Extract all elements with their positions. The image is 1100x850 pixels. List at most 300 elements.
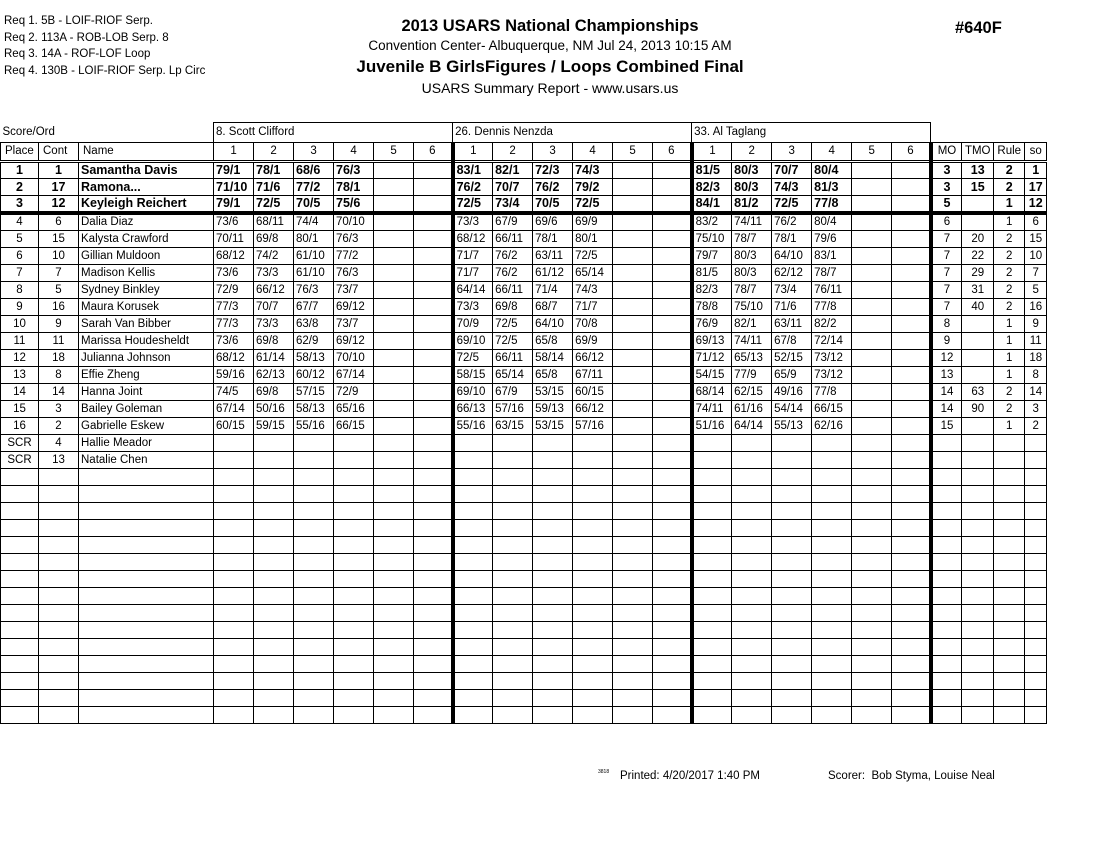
cell-j1-e4: 73/7 — [334, 282, 374, 299]
cell-j3-e3: 71/6 — [772, 299, 812, 316]
cell-j3-e5 — [852, 639, 892, 656]
cell-place — [1, 639, 39, 656]
cell-j1-e2 — [254, 486, 294, 503]
cell-j2-e3 — [533, 622, 573, 639]
cell-j3-e5 — [852, 554, 892, 571]
cell-j3-e4 — [812, 690, 852, 707]
cell-j1-e4 — [334, 605, 374, 622]
cell-j1-e2 — [254, 435, 294, 452]
table-row — [1, 299, 1047, 316]
cell-mo — [931, 656, 962, 673]
cell-j2-e4 — [573, 588, 613, 605]
cell-j3-e3 — [772, 605, 812, 622]
cell-j3-e6 — [892, 248, 931, 265]
cell-name: Gabrielle Eskew — [79, 418, 214, 435]
cell-j3-e4 — [812, 639, 852, 656]
cell-j3-e3: 55/13 — [772, 418, 812, 435]
cell-mo — [931, 639, 962, 656]
cell-j3-e2 — [732, 503, 772, 520]
cell-j1-e2 — [254, 622, 294, 639]
cell-j3-e3 — [772, 622, 812, 639]
cell-place: 3 — [1, 196, 39, 214]
cell-j1-e3: 70/5 — [294, 196, 334, 214]
cell-cont — [39, 571, 79, 588]
cell-j1-e4: 78/1 — [334, 179, 374, 196]
cell-name — [79, 469, 214, 486]
cell-j2-e6 — [653, 435, 692, 452]
cell-mo — [931, 588, 962, 605]
cell-j3-e6 — [892, 367, 931, 384]
cell-j2-e5 — [613, 639, 653, 656]
cell-cont: 1 — [39, 162, 79, 179]
cell-tmo: 13 — [962, 162, 994, 179]
cell-j3-e5 — [852, 673, 892, 690]
cell-j2-e1: 71/7 — [453, 265, 493, 282]
cell-j2-e3: 61/12 — [533, 265, 573, 282]
cell-j3-e3 — [772, 554, 812, 571]
cell-j3-e4 — [812, 588, 852, 605]
cell-place — [1, 588, 39, 605]
cell-j2-e2: 73/4 — [493, 196, 533, 214]
cell-j1-e4 — [334, 656, 374, 673]
header-j3-e4: 4 — [812, 143, 852, 162]
cell-j1-e2: 72/5 — [254, 196, 294, 214]
cell-j2-e2 — [493, 571, 533, 588]
cell-j1-e5 — [374, 707, 414, 724]
cell-j1-e1: 68/12 — [214, 248, 254, 265]
cell-j2-e6 — [653, 571, 692, 588]
cell-j1-e3 — [294, 707, 334, 724]
report-header — [240, 16, 860, 99]
table-row-blank — [1, 486, 1047, 503]
cell-j2-e5 — [613, 452, 653, 469]
cell-j1-e4: 69/12 — [334, 299, 374, 316]
cell-j2-e6 — [653, 656, 692, 673]
cell-j1-e1 — [214, 554, 254, 571]
cell-j3-e4: 78/7 — [812, 265, 852, 282]
cell-j3-e3 — [772, 673, 812, 690]
cell-cont: 16 — [39, 299, 79, 316]
cell-j2-e4 — [573, 554, 613, 571]
cell-j2-e3: 65/8 — [533, 333, 573, 350]
cell-j2-e2: 65/14 — [493, 367, 533, 384]
cell-j1-e5 — [374, 333, 414, 350]
cell-so — [1025, 435, 1047, 452]
cell-j2-e4: 69/9 — [573, 213, 613, 231]
cell-j2-e2 — [493, 520, 533, 537]
cell-j2-e3: 70/5 — [533, 196, 573, 214]
cell-place: 13 — [1, 367, 39, 384]
cell-so — [1025, 486, 1047, 503]
cell-j3-e3 — [772, 435, 812, 452]
cell-j1-e3 — [294, 469, 334, 486]
cell-j1-e3: 80/1 — [294, 231, 334, 248]
cell-j3-e5 — [852, 588, 892, 605]
cell-tmo — [962, 588, 994, 605]
cell-j1-e1 — [214, 537, 254, 554]
cell-j3-e4 — [812, 469, 852, 486]
cell-j2-e5 — [613, 690, 653, 707]
cell-j2-e1 — [453, 469, 493, 486]
cell-j3-e6 — [892, 656, 931, 673]
cell-j3-e3: 67/8 — [772, 333, 812, 350]
cell-j1-e2 — [254, 673, 294, 690]
cell-j1-e3 — [294, 537, 334, 554]
cell-j1-e2 — [254, 639, 294, 656]
cell-cont: 14 — [39, 384, 79, 401]
cell-rule — [994, 469, 1025, 486]
cell-name: Julianna Johnson — [79, 350, 214, 367]
cell-cont: 3 — [39, 401, 79, 418]
cell-j1-e1 — [214, 656, 254, 673]
cell-j2-e3 — [533, 639, 573, 656]
cell-j3-e4 — [812, 707, 852, 724]
cell-rule: 1 — [994, 316, 1025, 333]
cell-place — [1, 571, 39, 588]
cell-j3-e6 — [892, 231, 931, 248]
cell-j1-e3 — [294, 605, 334, 622]
cell-j1-e6 — [414, 231, 453, 248]
cell-j2-e5 — [613, 350, 653, 367]
cell-j2-e6 — [653, 554, 692, 571]
table-row-blank — [1, 520, 1047, 537]
cell-place: 8 — [1, 282, 39, 299]
cell-mo — [931, 435, 962, 452]
cell-j1-e4: 75/6 — [334, 196, 374, 214]
cell-j2-e5 — [613, 435, 653, 452]
cell-j1-e3 — [294, 622, 334, 639]
cell-j2-e4 — [573, 656, 613, 673]
cell-j3-e5 — [852, 622, 892, 639]
cell-mo: 7 — [931, 265, 962, 282]
cell-j1-e4 — [334, 588, 374, 605]
table-row-blank — [1, 673, 1047, 690]
cell-j1-e1: 79/1 — [214, 162, 254, 179]
cell-j3-e6 — [892, 162, 931, 179]
cell-so — [1025, 588, 1047, 605]
cell-mo: 14 — [931, 384, 962, 401]
judge-2-name: 26. Dennis Nenzda — [453, 123, 692, 143]
cell-j2-e4: 72/5 — [573, 196, 613, 214]
cell-j2-e3 — [533, 588, 573, 605]
cell-j2-e1 — [453, 673, 493, 690]
cell-j3-e4: 73/12 — [812, 367, 852, 384]
cell-j3-e3 — [772, 571, 812, 588]
cell-j1-e1: 60/15 — [214, 418, 254, 435]
cell-j3-e5 — [852, 690, 892, 707]
cell-j1-e6 — [414, 213, 453, 231]
cell-j1-e5 — [374, 179, 414, 196]
cell-cont — [39, 639, 79, 656]
event-code: #640F — [955, 19, 1002, 37]
cell-j3-e4 — [812, 605, 852, 622]
results-table — [0, 122, 1047, 724]
cell-j2-e1 — [453, 554, 493, 571]
cell-cont: 13 — [39, 452, 79, 469]
table-row-blank — [1, 605, 1047, 622]
cell-j2-e4: 67/11 — [573, 367, 613, 384]
judge-1-name: 8. Scott Clifford — [214, 123, 453, 143]
cell-j3-e2 — [732, 469, 772, 486]
cell-so — [1025, 520, 1047, 537]
cell-name — [79, 537, 214, 554]
cell-j3-e4: 73/12 — [812, 350, 852, 367]
table-row-blank — [1, 469, 1047, 486]
cell-j3-e6 — [892, 350, 931, 367]
cell-j1-e4 — [334, 486, 374, 503]
cell-so: 14 — [1025, 384, 1047, 401]
cell-j1-e2: 71/6 — [254, 179, 294, 196]
cell-mo — [931, 537, 962, 554]
cell-place — [1, 469, 39, 486]
cell-j3-e3: 52/15 — [772, 350, 812, 367]
cell-j2-e2 — [493, 707, 533, 724]
cell-j3-e4: 80/4 — [812, 162, 852, 179]
cell-name: Hallie Meador — [79, 435, 214, 452]
cell-j2-e5 — [613, 656, 653, 673]
cell-j2-e5 — [613, 213, 653, 231]
cell-name: Keyleigh Reichert — [79, 196, 214, 214]
cell-j1-e6 — [414, 486, 453, 503]
cell-j3-e1 — [692, 571, 732, 588]
cell-j2-e1: 73/3 — [453, 213, 493, 231]
cell-j3-e2: 80/3 — [732, 162, 772, 179]
cell-j1-e6 — [414, 418, 453, 435]
judge-banner-row — [1, 123, 1047, 143]
cell-j1-e3: 55/16 — [294, 418, 334, 435]
cell-j2-e2 — [493, 656, 533, 673]
cell-tmo — [962, 503, 994, 520]
cell-j3-e2 — [732, 537, 772, 554]
cell-j1-e6 — [414, 469, 453, 486]
cell-j3-e6 — [892, 299, 931, 316]
cell-j3-e2 — [732, 707, 772, 724]
cell-j3-e1 — [692, 639, 732, 656]
cell-name: Marissa Houdesheldt — [79, 333, 214, 350]
cell-cont — [39, 656, 79, 673]
table-row — [1, 384, 1047, 401]
cell-name: Effie Zheng — [79, 367, 214, 384]
cell-j3-e2 — [732, 452, 772, 469]
cell-cont — [39, 469, 79, 486]
cell-j3-e4 — [812, 452, 852, 469]
cell-rule — [994, 673, 1025, 690]
cell-j2-e6 — [653, 316, 692, 333]
table-row — [1, 452, 1047, 469]
cell-j2-e6 — [653, 213, 692, 231]
cell-j1-e1 — [214, 571, 254, 588]
cell-name — [79, 571, 214, 588]
cell-j2-e1: 58/15 — [453, 367, 493, 384]
cell-j1-e6 — [414, 588, 453, 605]
cell-j2-e1 — [453, 588, 493, 605]
cell-j1-e1: 72/9 — [214, 282, 254, 299]
cell-tmo — [962, 520, 994, 537]
cell-j1-e1: 70/11 — [214, 231, 254, 248]
cell-j1-e2: 50/16 — [254, 401, 294, 418]
cell-j1-e4 — [334, 690, 374, 707]
requirements-list — [4, 13, 205, 79]
cell-j1-e6 — [414, 316, 453, 333]
cell-j1-e2: 69/8 — [254, 384, 294, 401]
cell-j2-e1: 68/12 — [453, 231, 493, 248]
cell-cont: 2 — [39, 418, 79, 435]
event-title: Juvenile B GirlsFigures / Loops Combined Final — [356, 57, 744, 76]
cell-j3-e5 — [852, 231, 892, 248]
cell-j2-e3 — [533, 469, 573, 486]
cell-j2-e3 — [533, 571, 573, 588]
cell-so — [1025, 707, 1047, 724]
table-row — [1, 231, 1047, 248]
cell-j1-e3 — [294, 571, 334, 588]
cell-j2-e5 — [613, 248, 653, 265]
cell-mo — [931, 605, 962, 622]
cell-j3-e1 — [692, 622, 732, 639]
cell-j3-e4 — [812, 435, 852, 452]
cell-j2-e1: 55/16 — [453, 418, 493, 435]
cell-j3-e2: 75/10 — [732, 299, 772, 316]
cell-cont: 11 — [39, 333, 79, 350]
cell-j1-e2: 59/15 — [254, 418, 294, 435]
cell-so: 18 — [1025, 350, 1047, 367]
cell-j2-e2 — [493, 639, 533, 656]
cell-rule: 1 — [994, 333, 1025, 350]
cell-tmo — [962, 435, 994, 452]
cell-name — [79, 673, 214, 690]
cell-j2-e4 — [573, 537, 613, 554]
cell-j3-e3 — [772, 537, 812, 554]
cell-j2-e3 — [533, 605, 573, 622]
cell-j1-e2 — [254, 656, 294, 673]
header-j3-e3: 3 — [772, 143, 812, 162]
header-j2-e1: 1 — [453, 143, 493, 162]
cell-j2-e3: 71/4 — [533, 282, 573, 299]
cell-j1-e2: 61/14 — [254, 350, 294, 367]
cell-j3-e5 — [852, 265, 892, 282]
cell-j3-e4 — [812, 673, 852, 690]
cell-j3-e1: 71/12 — [692, 350, 732, 367]
cell-j1-e5 — [374, 605, 414, 622]
cell-j2-e6 — [653, 503, 692, 520]
cell-mo — [931, 520, 962, 537]
cell-j1-e1: 68/12 — [214, 350, 254, 367]
cell-so — [1025, 571, 1047, 588]
cell-name — [79, 707, 214, 724]
cell-j3-e2 — [732, 588, 772, 605]
cell-j1-e1: 73/6 — [214, 333, 254, 350]
cell-place: 1 — [1, 162, 39, 179]
cell-j1-e4 — [334, 639, 374, 656]
cell-j1-e3 — [294, 486, 334, 503]
cell-j3-e3: 54/14 — [772, 401, 812, 418]
header-name: Name — [79, 143, 214, 162]
cell-j3-e6 — [892, 401, 931, 418]
cell-j1-e6 — [414, 639, 453, 656]
cell-j1-e3: 57/15 — [294, 384, 334, 401]
cell-j3-e5 — [852, 537, 892, 554]
table-row-blank — [1, 554, 1047, 571]
cell-j1-e4 — [334, 452, 374, 469]
cell-j1-e2: 70/7 — [254, 299, 294, 316]
cell-tmo — [962, 486, 994, 503]
cell-j2-e4: 70/8 — [573, 316, 613, 333]
cell-j1-e6 — [414, 350, 453, 367]
cell-j3-e2 — [732, 554, 772, 571]
cell-tmo — [962, 656, 994, 673]
cell-j3-e4: 77/8 — [812, 384, 852, 401]
cell-j2-e6 — [653, 605, 692, 622]
cell-mo — [931, 622, 962, 639]
cell-j3-e4 — [812, 622, 852, 639]
cell-j3-e3 — [772, 639, 812, 656]
cell-mo: 12 — [931, 350, 962, 367]
scorer-names: Bob Styma, Louise Neal — [871, 770, 995, 782]
cell-j1-e5 — [374, 213, 414, 231]
cell-so — [1025, 554, 1047, 571]
cell-j1-e5 — [374, 469, 414, 486]
cell-mo: 7 — [931, 282, 962, 299]
table-row-blank — [1, 503, 1047, 520]
cell-j2-e3 — [533, 486, 573, 503]
table-row — [1, 435, 1047, 452]
cell-j1-e3 — [294, 520, 334, 537]
cell-rule — [994, 571, 1025, 588]
cell-j3-e1 — [692, 588, 732, 605]
cell-rule — [994, 520, 1025, 537]
cell-cont — [39, 605, 79, 622]
cell-j3-e4: 66/15 — [812, 401, 852, 418]
cell-j2-e6 — [653, 231, 692, 248]
cell-j3-e6 — [892, 588, 931, 605]
cell-tmo — [962, 554, 994, 571]
cell-j1-e2: 68/11 — [254, 213, 294, 231]
cell-j2-e3: 64/10 — [533, 316, 573, 333]
cell-j2-e3 — [533, 452, 573, 469]
cell-cont — [39, 520, 79, 537]
cell-rule: 2 — [994, 299, 1025, 316]
cell-j2-e2 — [493, 622, 533, 639]
cell-j3-e5 — [852, 452, 892, 469]
cell-cont — [39, 554, 79, 571]
cell-tmo — [962, 571, 994, 588]
cell-j1-e6 — [414, 179, 453, 196]
cell-j2-e6 — [653, 622, 692, 639]
cell-j1-e5 — [374, 622, 414, 639]
cell-j1-e6 — [414, 622, 453, 639]
cell-j1-e3 — [294, 435, 334, 452]
cell-j3-e5 — [852, 333, 892, 350]
cell-j3-e5 — [852, 605, 892, 622]
cell-j2-e2: 63/15 — [493, 418, 533, 435]
cell-tmo — [962, 537, 994, 554]
cell-j3-e4 — [812, 537, 852, 554]
cell-place: 2 — [1, 179, 39, 196]
cell-j1-e1: 67/14 — [214, 401, 254, 418]
cell-j2-e4: 66/12 — [573, 350, 613, 367]
cell-j3-e4: 62/16 — [812, 418, 852, 435]
cell-j1-e6 — [414, 333, 453, 350]
cell-mo — [931, 469, 962, 486]
cell-j1-e3 — [294, 554, 334, 571]
cell-j2-e3: 69/6 — [533, 213, 573, 231]
cell-place: 10 — [1, 316, 39, 333]
cell-j1-e2 — [254, 605, 294, 622]
cell-j3-e3: 78/1 — [772, 231, 812, 248]
cell-name — [79, 588, 214, 605]
cell-cont — [39, 486, 79, 503]
cell-j3-e2: 82/1 — [732, 316, 772, 333]
cell-place: 15 — [1, 401, 39, 418]
